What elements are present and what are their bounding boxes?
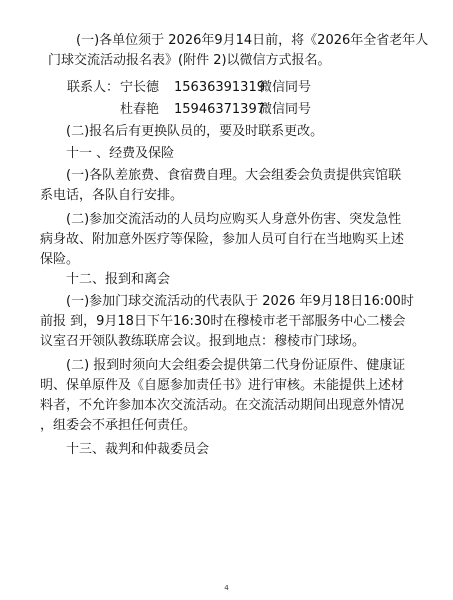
contact-phone: 15946371397 xyxy=(174,102,265,117)
paragraph-travel-costs xyxy=(0,166,453,206)
text-line: (一)参加门球交流活动的代表队于 2026 年9月18日16:00时 xyxy=(66,294,414,309)
text-line: 保险。 xyxy=(40,252,80,267)
contact-row xyxy=(0,78,453,98)
text-line: 门球交流活动报名表》(附件 2)以微信方式报名。 xyxy=(48,53,331,68)
section-heading-expenses xyxy=(0,144,453,164)
text-line: 明、保单原件及《自愿参加责任书》进行审核。未能提供上述材 xyxy=(40,378,405,393)
text-line: 十二、报到和离会 xyxy=(66,272,171,287)
contact-phone: 15636391319 xyxy=(174,80,265,95)
paragraph-document-review xyxy=(0,356,453,436)
text-line: (二) 报到时须向大会组委会提供第二代身份证原件、健康证 xyxy=(66,358,406,373)
text-line: 十一 、经费及保险 xyxy=(66,146,175,161)
section-heading-referees xyxy=(0,440,453,460)
text-line: 议室召开领队教练联席会议。报到地点：穆棱市门球场。 xyxy=(40,334,366,349)
text-line: (一)各队差旅费、食宿费自理。大会组委会负责提供宾馆联 xyxy=(66,168,402,183)
text-line: 前报 到，9月18日下午16:30时在穆棱市老干部服务中心二楼会 xyxy=(40,314,406,329)
text-line: 系电话，各队自行安排。 xyxy=(40,188,184,203)
contact-list xyxy=(0,78,453,122)
contact-note: 微信同号 xyxy=(259,102,312,117)
text-line: 料者，不允许参加本次交流活动。在交流活动期间出现意外情况 xyxy=(40,398,405,413)
page-number: 4 xyxy=(224,584,229,592)
paragraph-insurance xyxy=(0,210,453,270)
contact-row xyxy=(0,100,453,120)
paragraph-roster-change xyxy=(0,122,453,142)
text-line: ，组委会不承担任何责任。 xyxy=(40,418,197,433)
text-line: (二)参加交流活动的人员均应购买人身意外伤害、突发急性 xyxy=(66,212,402,227)
text-line: 十三、裁判和仲裁委员会 xyxy=(66,442,210,457)
text-line: 病身故、附加意外医疗等保险，参加人员可自行在当地购买上述 xyxy=(40,232,405,247)
paragraph-check-in xyxy=(0,292,453,352)
text-line: (一)各单位须于 2026年9月14日前，将《2026年全省老年人 xyxy=(76,33,429,48)
section-heading-arrival xyxy=(0,270,453,290)
text-line: (二)报名后有更换队员的，要及时联系更改。 xyxy=(66,124,324,139)
paragraph-registration-deadline xyxy=(0,31,453,71)
contact-name: 宁长德 xyxy=(120,80,160,95)
contact-note: 微信同号 xyxy=(259,80,312,95)
contact-name: 杜春艳 xyxy=(120,102,160,117)
contact-label: 联系人： xyxy=(67,80,120,95)
